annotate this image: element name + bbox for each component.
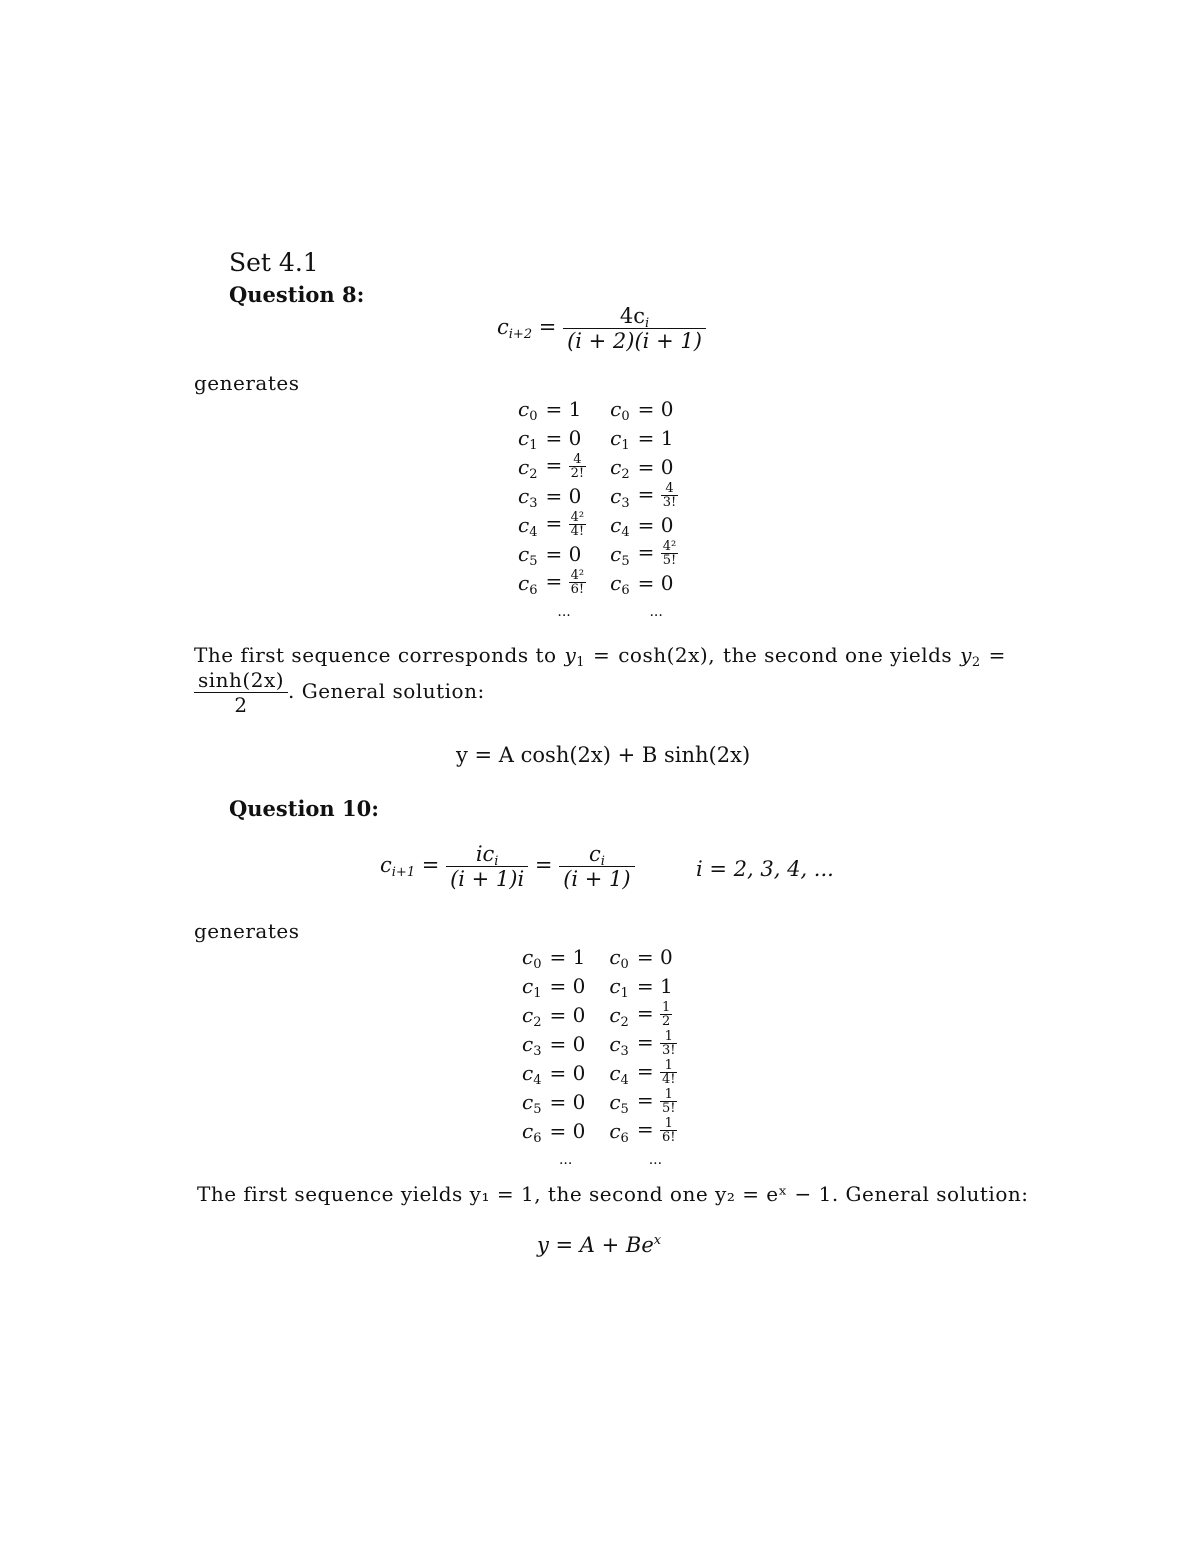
seq2-cell-value: 0 bbox=[660, 396, 674, 421]
seq2-cell-fraction bbox=[661, 540, 679, 567]
q8-sinh-fraction bbox=[194, 668, 288, 717]
seq1-cell-sub: 0 bbox=[529, 408, 538, 424]
seq2-cell-num: 4² bbox=[662, 539, 677, 554]
seq2-cell-fraction bbox=[661, 482, 679, 509]
seq2-cell-rhs: = $\frac{\text{4²}}{5!}$ bbox=[637, 539, 677, 568]
q8-cosh: cosh(2x), bbox=[618, 643, 716, 667]
seq1-dots: ... bbox=[558, 1151, 573, 1168]
coefficient-row bbox=[522, 942, 701, 971]
seq2-cell-den: 5! bbox=[661, 1101, 676, 1116]
seq1-cell-rhs: = 0 bbox=[545, 541, 582, 566]
seq1-cell-fraction bbox=[569, 569, 587, 596]
coefficient-row bbox=[518, 394, 702, 423]
seq1-cell-num: 4² bbox=[570, 510, 585, 525]
q8-text-line2: . General solution: bbox=[288, 679, 485, 703]
seq2-dots: ... bbox=[649, 603, 663, 620]
q8-rec-den: (i + 2)(i + 1) bbox=[563, 328, 706, 353]
seq1-cell-sub: 2 bbox=[533, 1014, 542, 1030]
seq2-cell-lhs: $c_1$ bbox=[609, 973, 629, 1001]
seq1-cell-lhs: $c_6$ bbox=[518, 570, 538, 598]
q8-text-line-1 bbox=[194, 643, 1006, 670]
q8-rec-fraction bbox=[563, 304, 706, 353]
q8-y1: y bbox=[564, 643, 577, 667]
coefficient-row bbox=[518, 568, 702, 597]
seq2-cell-sub: 0 bbox=[620, 956, 629, 972]
seq1-cell-lhs: $c_2$ bbox=[518, 454, 538, 482]
q10-gs-sup: x bbox=[653, 1233, 662, 1248]
seq2-cell-sub: 2 bbox=[621, 466, 630, 482]
seq2-cell-rhs: = 0 bbox=[637, 570, 674, 595]
seq1-cell-sub: 4 bbox=[533, 1072, 542, 1088]
q8-eq-2: = bbox=[988, 643, 1006, 667]
seq1-cell-lhs: $c_2$ bbox=[522, 1002, 542, 1030]
seq1-cell-lhs: $c_1$ bbox=[522, 973, 542, 1001]
coefficient-row bbox=[518, 510, 702, 539]
coefficient-row bbox=[518, 481, 702, 510]
seq2-cell-den: 5! bbox=[662, 553, 677, 568]
seq2-cell-num: 1 bbox=[664, 1116, 673, 1131]
seq2-cell-lhs: $c_0$ bbox=[609, 944, 629, 972]
q8-rec-lhs: c bbox=[497, 315, 509, 339]
seq1-cell-sub: 5 bbox=[529, 553, 538, 569]
q10-rec-lhs: c bbox=[380, 853, 392, 877]
seq2-cell-sub: 4 bbox=[621, 524, 630, 540]
seq2-cell-rhs: = $\frac{1}{3!}$ bbox=[636, 1029, 676, 1058]
q10-rec-f2-num: c bbox=[588, 842, 601, 866]
coefficient-row bbox=[522, 1058, 701, 1087]
seq2-cell-sub: 6 bbox=[620, 1130, 629, 1146]
seq1-cell-lhs: $c_3$ bbox=[518, 483, 538, 511]
q10-rec-fraction-2 bbox=[559, 842, 634, 891]
seq2-cell-num: 1 bbox=[664, 1058, 673, 1073]
seq2-dots: ... bbox=[648, 1151, 663, 1168]
continuation-row bbox=[522, 1145, 701, 1174]
seq2-cell-den: 3! bbox=[662, 495, 677, 510]
q8-sequence-table bbox=[518, 394, 702, 626]
seq2-cell-lhs: $c_3$ bbox=[610, 483, 630, 511]
seq1-cell-value: 1 bbox=[568, 396, 582, 421]
seq1-cell-value: 0 bbox=[572, 1118, 586, 1143]
seq1-cell-value: 0 bbox=[568, 425, 582, 450]
q10-rec-f1-num-sub: i bbox=[494, 854, 499, 869]
seq1-cell-den: 6! bbox=[570, 582, 585, 597]
seq2-cell-den: 2 bbox=[661, 1014, 671, 1029]
q10-rec-lhs-sub: i+1 bbox=[391, 865, 416, 880]
q8-rec-eq: = bbox=[538, 315, 557, 339]
coefficient-row bbox=[518, 452, 702, 481]
q10-index-range: i = 2, 3, 4, ... bbox=[696, 857, 834, 881]
seq1-cell-lhs: $c_6$ bbox=[522, 1118, 542, 1146]
q8-general-solution: y = A cosh(2x) + B sinh(2x) bbox=[456, 743, 751, 767]
q8-recurrence bbox=[497, 304, 706, 353]
seq1-cell-value: 0 bbox=[572, 1031, 586, 1056]
seq1-cell-rhs: = 1 bbox=[549, 944, 586, 969]
coefficient-row bbox=[522, 1029, 701, 1058]
seq1-cell-lhs: $c_0$ bbox=[522, 944, 542, 972]
seq1-cell-value: 0 bbox=[572, 1060, 586, 1085]
seq2-cell-sub: 2 bbox=[620, 1014, 629, 1030]
coefficient-row bbox=[522, 1116, 701, 1145]
seq1-cell-rhs: = $\frac{4}{2!}$ bbox=[545, 452, 585, 481]
seq1-cell-sub: 5 bbox=[533, 1101, 542, 1117]
seq2-cell-rhs: = $\frac{1}{2}$ bbox=[636, 1000, 671, 1029]
coefficient-row bbox=[522, 1000, 701, 1029]
seq1-cell-rhs: = 0 bbox=[549, 1002, 586, 1027]
seq1-cell-num: 4² bbox=[570, 568, 585, 583]
continuation-row bbox=[518, 597, 702, 626]
seq2-cell-lhs: $c_6$ bbox=[610, 570, 630, 598]
seq1-cell-rhs: = 1 bbox=[545, 396, 582, 421]
q10-rec-eq-1: = bbox=[421, 853, 440, 877]
seq1-cell-sub: 3 bbox=[529, 495, 538, 511]
seq1-cell-value: 0 bbox=[568, 483, 582, 508]
seq1-cell-rhs: = 0 bbox=[545, 483, 582, 508]
seq2-cell-rhs: = 1 bbox=[637, 425, 674, 450]
q10-text: The first sequence yields y₁ = 1, the second one y₂ = eˣ − 1. General solution: bbox=[197, 1182, 1029, 1206]
seq2-cell-rhs: = $\frac{4}{3!}$ bbox=[637, 481, 677, 510]
seq1-cell-sub: 4 bbox=[529, 524, 538, 540]
q10-rec-eq-2: = bbox=[534, 853, 553, 877]
seq1-cell-lhs: $c_5$ bbox=[522, 1089, 542, 1117]
seq1-cell-sub: 3 bbox=[533, 1043, 542, 1059]
q8-generates-label: generates bbox=[194, 371, 300, 395]
q10-generates-label: generates bbox=[194, 919, 300, 943]
question-10-heading: Question 10: bbox=[229, 796, 379, 821]
q8-sinh-den: 2 bbox=[194, 692, 288, 717]
seq2-cell-lhs: $c_2$ bbox=[609, 1002, 629, 1030]
seq1-cell-sub: 6 bbox=[533, 1130, 542, 1146]
seq2-cell-num: 1 bbox=[664, 1087, 673, 1102]
q8-text-b: the second one yields bbox=[723, 643, 953, 667]
seq2-cell-rhs: = $\frac{1}{6!}$ bbox=[636, 1116, 676, 1145]
seq2-cell-value: 0 bbox=[660, 454, 674, 479]
seq2-cell-value: 1 bbox=[659, 973, 673, 998]
seq2-cell-lhs: $c_5$ bbox=[609, 1089, 629, 1117]
seq1-cell-lhs: $c_5$ bbox=[518, 541, 538, 569]
seq1-cell-num: 4 bbox=[573, 452, 582, 467]
seq1-cell-rhs: = 0 bbox=[549, 973, 586, 998]
seq1-cell-rhs: = 0 bbox=[549, 1060, 586, 1085]
seq2-cell-sub: 1 bbox=[621, 437, 630, 453]
seq2-cell-rhs: = $\frac{1}{5!}$ bbox=[636, 1087, 676, 1116]
seq2-cell-lhs: $c_2$ bbox=[610, 454, 630, 482]
seq2-cell-sub: 1 bbox=[620, 985, 629, 1001]
seq2-cell-rhs: = 0 bbox=[637, 396, 674, 421]
seq2-cell-value: 0 bbox=[660, 512, 674, 537]
q8-sinh-num: sinh(2x) bbox=[198, 668, 285, 692]
seq2-cell-fraction bbox=[660, 1117, 678, 1144]
seq2-cell-rhs: = $\frac{1}{4!}$ bbox=[636, 1058, 676, 1087]
q8-rec-num: 4c bbox=[619, 304, 645, 328]
seq1-cell-value: 0 bbox=[572, 973, 586, 998]
q10-rec-f1-den: (i + 1)i bbox=[446, 866, 528, 891]
seq2-cell-num: 1 bbox=[664, 1029, 673, 1044]
seq2-cell-sub: 0 bbox=[621, 408, 630, 424]
seq1-cell-sub: 6 bbox=[529, 582, 538, 598]
coefficient-row bbox=[518, 539, 702, 568]
seq1-cell-lhs: $c_4$ bbox=[522, 1060, 542, 1088]
seq1-dots: ... bbox=[557, 603, 571, 620]
q8-y2: y bbox=[960, 643, 972, 667]
seq1-cell-fraction bbox=[569, 453, 587, 480]
seq1-cell-rhs: = 0 bbox=[549, 1031, 586, 1056]
seq2-cell-den: 4! bbox=[661, 1072, 676, 1087]
seq2-cell-lhs: $c_4$ bbox=[609, 1060, 629, 1088]
seq1-cell-sub: 2 bbox=[529, 466, 538, 482]
seq2-cell-fraction bbox=[660, 1001, 672, 1028]
seq2-cell-den: 6! bbox=[661, 1130, 676, 1145]
seq1-cell-value: 0 bbox=[572, 1089, 586, 1114]
seq2-cell-value: 0 bbox=[660, 570, 674, 595]
seq2-cell-rhs: = 0 bbox=[637, 512, 674, 537]
q10-sequence-table bbox=[522, 942, 701, 1174]
seq2-cell-sub: 3 bbox=[621, 495, 630, 511]
seq1-cell-sub: 1 bbox=[533, 985, 542, 1001]
seq1-cell-lhs: $c_3$ bbox=[522, 1031, 542, 1059]
seq2-cell-sub: 6 bbox=[621, 582, 630, 598]
q10-rec-fraction-1 bbox=[446, 842, 528, 891]
seq2-cell-lhs: $c_5$ bbox=[610, 541, 630, 569]
seq1-cell-lhs: $c_1$ bbox=[518, 425, 538, 453]
seq2-cell-lhs: $c_3$ bbox=[609, 1031, 629, 1059]
seq1-cell-rhs: = 0 bbox=[545, 425, 582, 450]
seq2-cell-lhs: $c_4$ bbox=[610, 512, 630, 540]
seq1-cell-den: 2! bbox=[570, 466, 585, 481]
q8-y1-sub: 1 bbox=[576, 655, 586, 670]
seq2-cell-lhs: $c_1$ bbox=[610, 425, 630, 453]
q10-rec-f2-num-sub: i bbox=[600, 854, 605, 869]
coefficient-row bbox=[522, 1087, 701, 1116]
q10-rec-f2-den: (i + 1) bbox=[559, 866, 634, 891]
question-8-heading: Question 8: bbox=[229, 282, 365, 307]
q8-text-a: The first sequence corresponds to bbox=[194, 643, 557, 667]
q10-recurrence bbox=[380, 842, 635, 891]
seq2-cell-den: 3! bbox=[661, 1043, 676, 1058]
q8-y2-sub: 2 bbox=[971, 655, 981, 670]
seq2-cell-num: 4 bbox=[665, 481, 674, 496]
seq1-cell-rhs: = $\frac{\text{4²}}{6!}$ bbox=[545, 568, 585, 597]
seq2-cell-rhs: = 0 bbox=[636, 944, 673, 969]
seq1-cell-sub: 0 bbox=[533, 956, 542, 972]
seq1-cell-lhs: $c_0$ bbox=[518, 396, 538, 424]
seq2-cell-lhs: $c_0$ bbox=[610, 396, 630, 424]
seq2-cell-rhs: = 1 bbox=[636, 973, 673, 998]
seq2-cell-value: 1 bbox=[660, 425, 674, 450]
seq2-cell-value: 0 bbox=[659, 944, 673, 969]
seq2-cell-sub: 5 bbox=[621, 553, 630, 569]
q8-rec-num-sub: i bbox=[644, 316, 650, 331]
q10-rec-f1-num: ic bbox=[475, 842, 495, 866]
seq2-cell-sub: 4 bbox=[620, 1072, 629, 1088]
seq2-cell-fraction bbox=[660, 1030, 678, 1057]
seq2-cell-lhs: $c_6$ bbox=[609, 1118, 629, 1146]
coefficient-row bbox=[522, 971, 701, 1000]
seq1-cell-value: 1 bbox=[572, 944, 586, 969]
set-title: Set 4.1 bbox=[229, 248, 319, 277]
seq1-cell-rhs: = $\frac{\text{4²}}{4!}$ bbox=[545, 510, 585, 539]
seq1-cell-lhs: $c_4$ bbox=[518, 512, 538, 540]
seq1-cell-rhs: = 0 bbox=[549, 1118, 586, 1143]
seq2-cell-fraction bbox=[660, 1059, 678, 1086]
q10-general-solution bbox=[537, 1233, 661, 1257]
q8-text-line-2 bbox=[194, 668, 485, 717]
seq1-cell-rhs: = 0 bbox=[549, 1089, 586, 1114]
q8-rec-lhs-sub: i+2 bbox=[508, 327, 533, 342]
seq2-cell-fraction bbox=[660, 1088, 678, 1115]
seq2-cell-sub: 5 bbox=[620, 1101, 629, 1117]
seq1-cell-sub: 1 bbox=[529, 437, 538, 453]
coefficient-row bbox=[518, 423, 702, 452]
seq1-cell-den: 4! bbox=[570, 524, 585, 539]
q8-eq-1: = bbox=[593, 643, 611, 667]
seq1-cell-value: 0 bbox=[568, 541, 582, 566]
seq1-cell-fraction bbox=[569, 511, 587, 538]
seq2-cell-rhs: = 0 bbox=[637, 454, 674, 479]
seq2-cell-sub: 3 bbox=[620, 1043, 629, 1059]
seq2-cell-num: 1 bbox=[661, 1000, 671, 1015]
seq1-cell-value: 0 bbox=[572, 1002, 586, 1027]
q10-gs-main: y = A + Be bbox=[537, 1233, 654, 1257]
